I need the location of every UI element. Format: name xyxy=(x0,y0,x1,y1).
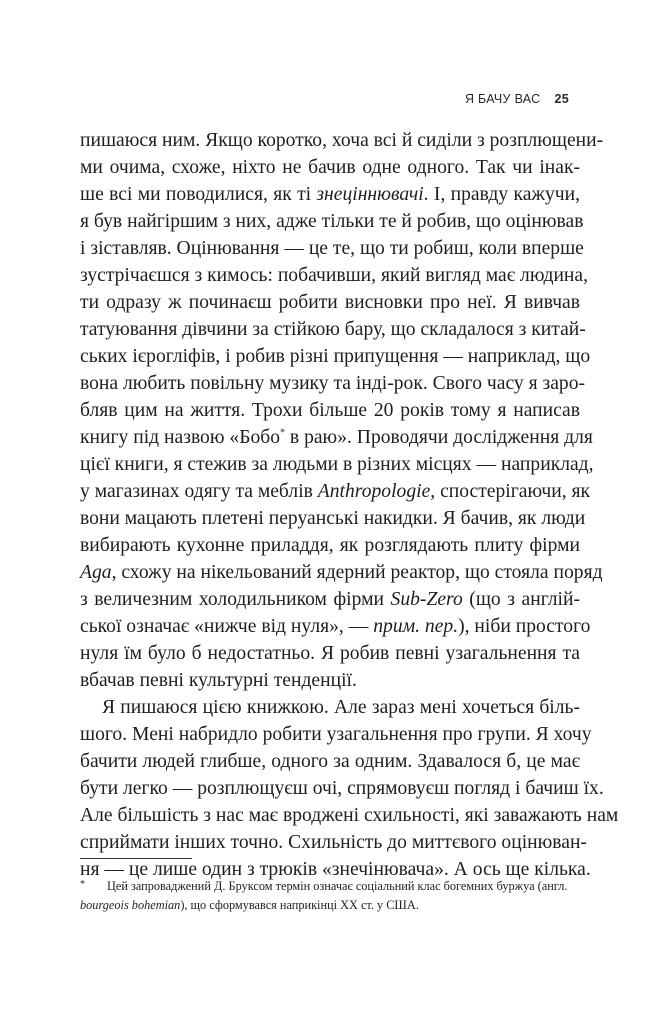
text-line: вибирають кухонне приладдя, як розглядають плиту фірми xyxy=(80,535,580,556)
text-line: пишаюся ним. Якщо коротко, хоча всі й сиділи з розплющени- xyxy=(80,130,604,151)
italic-term: знеціннювачі xyxy=(316,184,424,205)
running-title: Я БАЧУ ВАС xyxy=(464,92,541,106)
text-line: шого. Мені набридло робити узагальнення про групи. Я хочу xyxy=(80,724,592,745)
text-line: татуювання дівчини за стійкою бару, що складалося з китай- xyxy=(80,319,586,340)
text-line: ської означає «нижче від нуля», — прим. пер.), ніби простого xyxy=(80,616,591,637)
footnote xyxy=(80,877,580,915)
running-head xyxy=(465,92,569,106)
italic-term: прим. пер. xyxy=(373,616,459,637)
text-line: Aga, схожу на нікельований ядерний реактор, що стояла поряд xyxy=(80,562,603,583)
text-line: Я пишаюся цією книжкою. Але зараз мені хочеться біль- xyxy=(102,697,580,718)
text-line: я був найгіршим з них, адже тільки те й робив, що оцінював xyxy=(80,211,584,232)
text-line: і зіставляв. Оцінювання — це те, що ти робиш, коли вперше xyxy=(80,238,584,259)
footnote-reference: * xyxy=(280,427,286,439)
italic-term: Aga xyxy=(80,562,112,583)
text-line: вона любить повільну музику та інді-рок. Свого часу я заро- xyxy=(80,373,586,394)
text-line: нуля їм було б недостатньо. Я робив певні узагальнення та xyxy=(80,643,580,664)
body-text xyxy=(80,127,619,883)
footnote-line: Цей запроваджений Д. Бруксом термін означає соціальний клас богемних буржуа (англ. xyxy=(107,879,568,893)
text-line: бути легко — розплющуєш очі, спрямовуєш погляд і бачиш їх. xyxy=(80,778,604,799)
text-line: бачити людей глибше, одного за одним. Здавалося б, це має xyxy=(80,751,580,772)
text-line: ше всі ми поводилися, як ті знеціннювачі. І, правду кажучи, xyxy=(80,184,580,205)
text-line: ти одразу ж починаєш робити висновки про неї. Я вивчав xyxy=(80,292,580,313)
italic-term: Anthropologie xyxy=(317,481,431,502)
footnote-line: bourgeois bohemian), що сформувався наприкінці XX ст. у США. xyxy=(80,898,419,912)
footnote-mark: * xyxy=(80,879,85,890)
italic-term: Sub-Zero xyxy=(390,589,463,610)
text-line: вони мацають плетені перуанські накидки. Я бачив, як люди xyxy=(80,508,586,529)
text-line: зустрічаєшся з кимось: побачивши, який вигляд має людина, xyxy=(80,265,589,286)
page-number: 25 xyxy=(554,92,569,106)
text-line: ських ієрогліфів, і робив різні припущення — наприклад, що xyxy=(80,346,591,367)
text-line: з величезним холодильником фірми Sub-Zero (що з англій- xyxy=(80,589,580,610)
text-line: ми очима, схоже, ніхто не бачив одне одного. Так чи інак- xyxy=(80,157,580,178)
text-line: Але більшість з нас має вроджені схильності, які заважають нам xyxy=(80,805,619,826)
text-line: у магазинах одягу та меблів Anthropologie, спостерігаючи, як xyxy=(80,481,591,502)
text-line: вбачав певні культурні тенденції. xyxy=(80,670,357,691)
footnote-divider xyxy=(80,858,192,859)
text-line: книгу під назвою «Бобо* в раю». Проводячи дослідження для xyxy=(80,427,593,448)
text-line: бляв цим на життя. Трохи більше 20 років тому я написав xyxy=(80,400,580,421)
text-line: цієї книги, я стежив за людьми в різних місцях — наприклад, xyxy=(80,454,594,475)
text-line: сприймати інших точно. Схильність до миттєвого оцінюван- xyxy=(80,832,587,853)
text-line: ня — це лише один з трюків «знечінювача». А ось ще кілька. xyxy=(80,859,591,880)
